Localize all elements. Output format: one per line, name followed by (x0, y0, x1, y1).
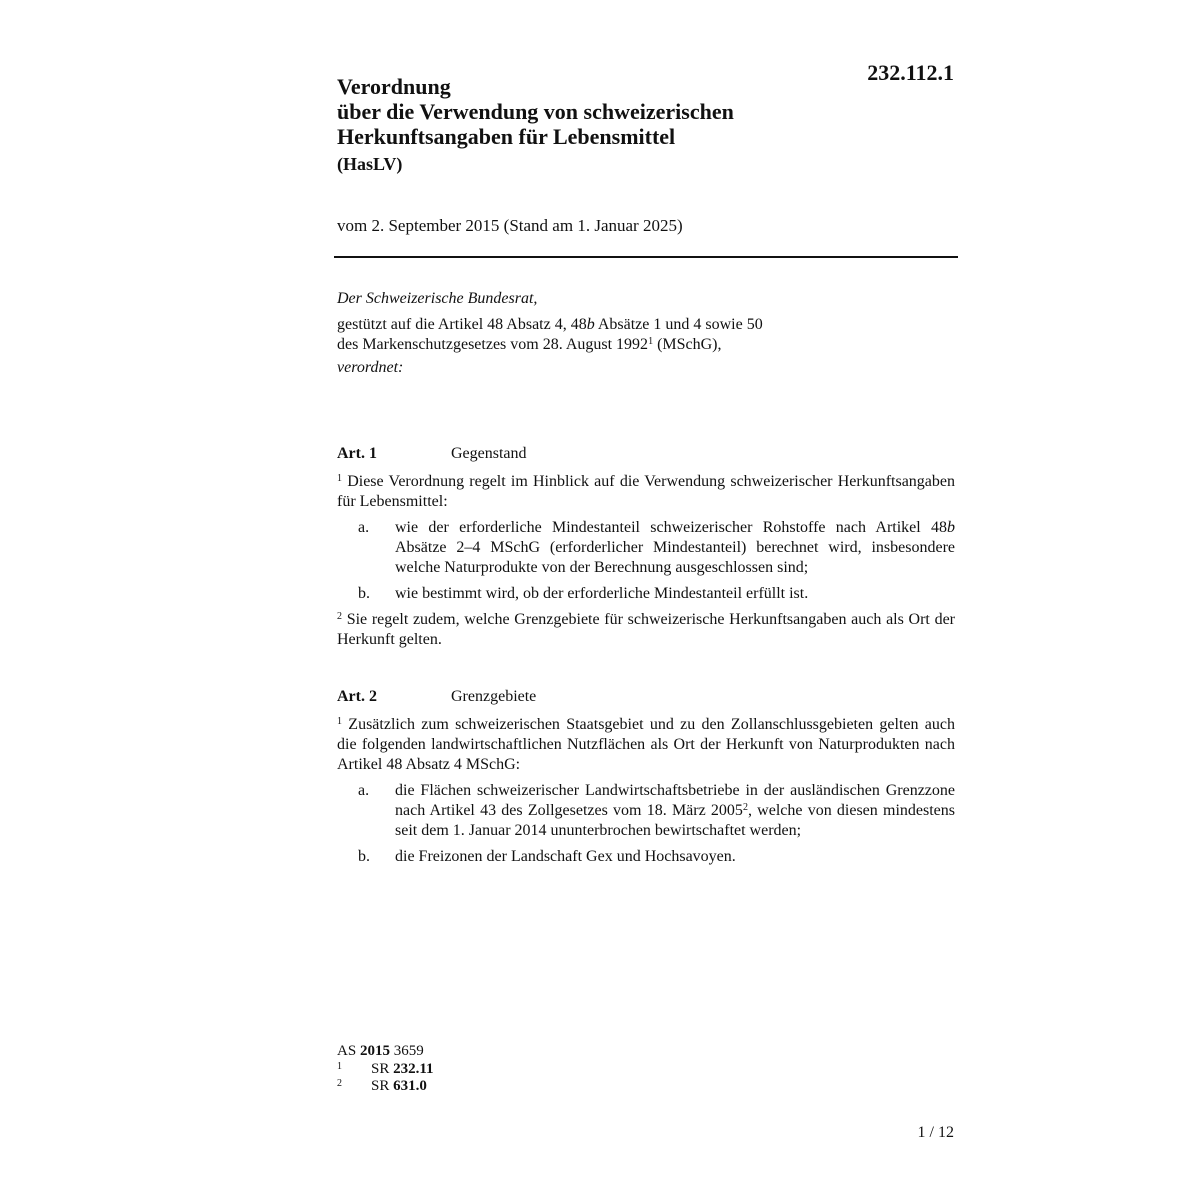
date-line: vom 2. September 2015 (Stand am 1. Januar 2025) (337, 216, 683, 235)
preamble (337, 289, 957, 378)
footnote-ref-2[interactable]: 2 (742, 802, 748, 813)
article-2-item-b: b. die Freizonen der Landschaft Gex und Hochsavoyen. (358, 848, 736, 865)
short-title: (HasLV) (337, 154, 403, 174)
title-line-3: Herkunftsangaben für Lebensmittel (337, 124, 676, 149)
footnote-as: AS 2015 3659 (337, 1043, 424, 1059)
footnote-2: 2 SR 631.0 (337, 1078, 427, 1094)
footnote-2-link[interactable]: 631.0 (393, 1078, 427, 1094)
article-1-paragraph-2: $^2$ Sie regelt zudem, welche Grenzgebiete für schweizerische Herkunftsangaben auch als Ort der Herkunft gelten. (337, 611, 955, 648)
footnote-1-link[interactable]: 232.11 (393, 1061, 434, 1077)
title-line-2: über die Verwendung von schweizerischen (337, 99, 734, 124)
header-divider (334, 256, 958, 258)
sr-number: 232.112.1 (867, 60, 954, 85)
preamble-enacts: verordnet: (337, 359, 404, 376)
article-1-paragraph-1: $^1$ Diese Verordnung regelt im Hinblick auf die Verwendung schweizerischer Herkunftsangaben für Lebensmittel: (337, 473, 955, 510)
document-title (337, 74, 857, 149)
article-2-number: Art. 2 (337, 688, 377, 705)
footnotes (337, 1043, 434, 1095)
article-2-item-a: a. die Flächen schweizerischer Landwirtschaftsbetriebe in der ausländischen Grenzzone nach Artikel 43 des Zollgesetzes vom 18. März 2005$^2$, welche von diesen mindestens seit dem 1. Januar 2014 ununterbrochen bewirtschaftet werden; (358, 782, 956, 839)
title-line-1: Verordnung (337, 74, 451, 99)
article-1-item-b: b. wie bestimmt wird, ob der erforderliche Mindestanteil erfüllt ist. (358, 585, 809, 602)
footnote-1: 1 SR 232.11 (337, 1061, 434, 1077)
article-2-paragraph-1: $^1$ Zusätzlich zum schweizerischen Staatsgebiet und zu den Zollanschlussgebieten gelten auch die folgenden landwirtschaftlichen Nutzflächen als Ort der Herkunft von Naturprodukten nach Artikel 48 Absatz 4 MSchG: (337, 716, 955, 773)
article-1-item-a: a. wie der erforderliche Mindestanteil schweizerischer Rohstoffe nach Artikel 48b Absätze 2–4 MSchG (erforderlicher Mindestanteil) berechnet wird, insbesondere welche Naturprodukte von der Berechnung ausgeschlossen sind; (358, 519, 955, 576)
article-2-heading (337, 687, 955, 707)
article-2 (337, 687, 955, 873)
page-number: 1 / 12 (917, 1124, 954, 1141)
article-1-title: Gegenstand (451, 445, 527, 462)
article-1-heading (337, 444, 955, 464)
article-2-title: Grenzgebiete (451, 688, 537, 705)
article-1 (337, 444, 955, 656)
preamble-basis: gestützt auf die Artikel 48 Absatz 4, 48b Absätze 1 und 4 sowie 50 des Markenschutzgesetzes vom 28. August 1992$^1$ (MSchG), (337, 316, 763, 353)
preamble-authority: Der Schweizerische Bundesrat, (337, 290, 538, 307)
footnote-ref-1[interactable]: 1 (648, 336, 654, 347)
article-1-number: Art. 1 (337, 445, 377, 462)
